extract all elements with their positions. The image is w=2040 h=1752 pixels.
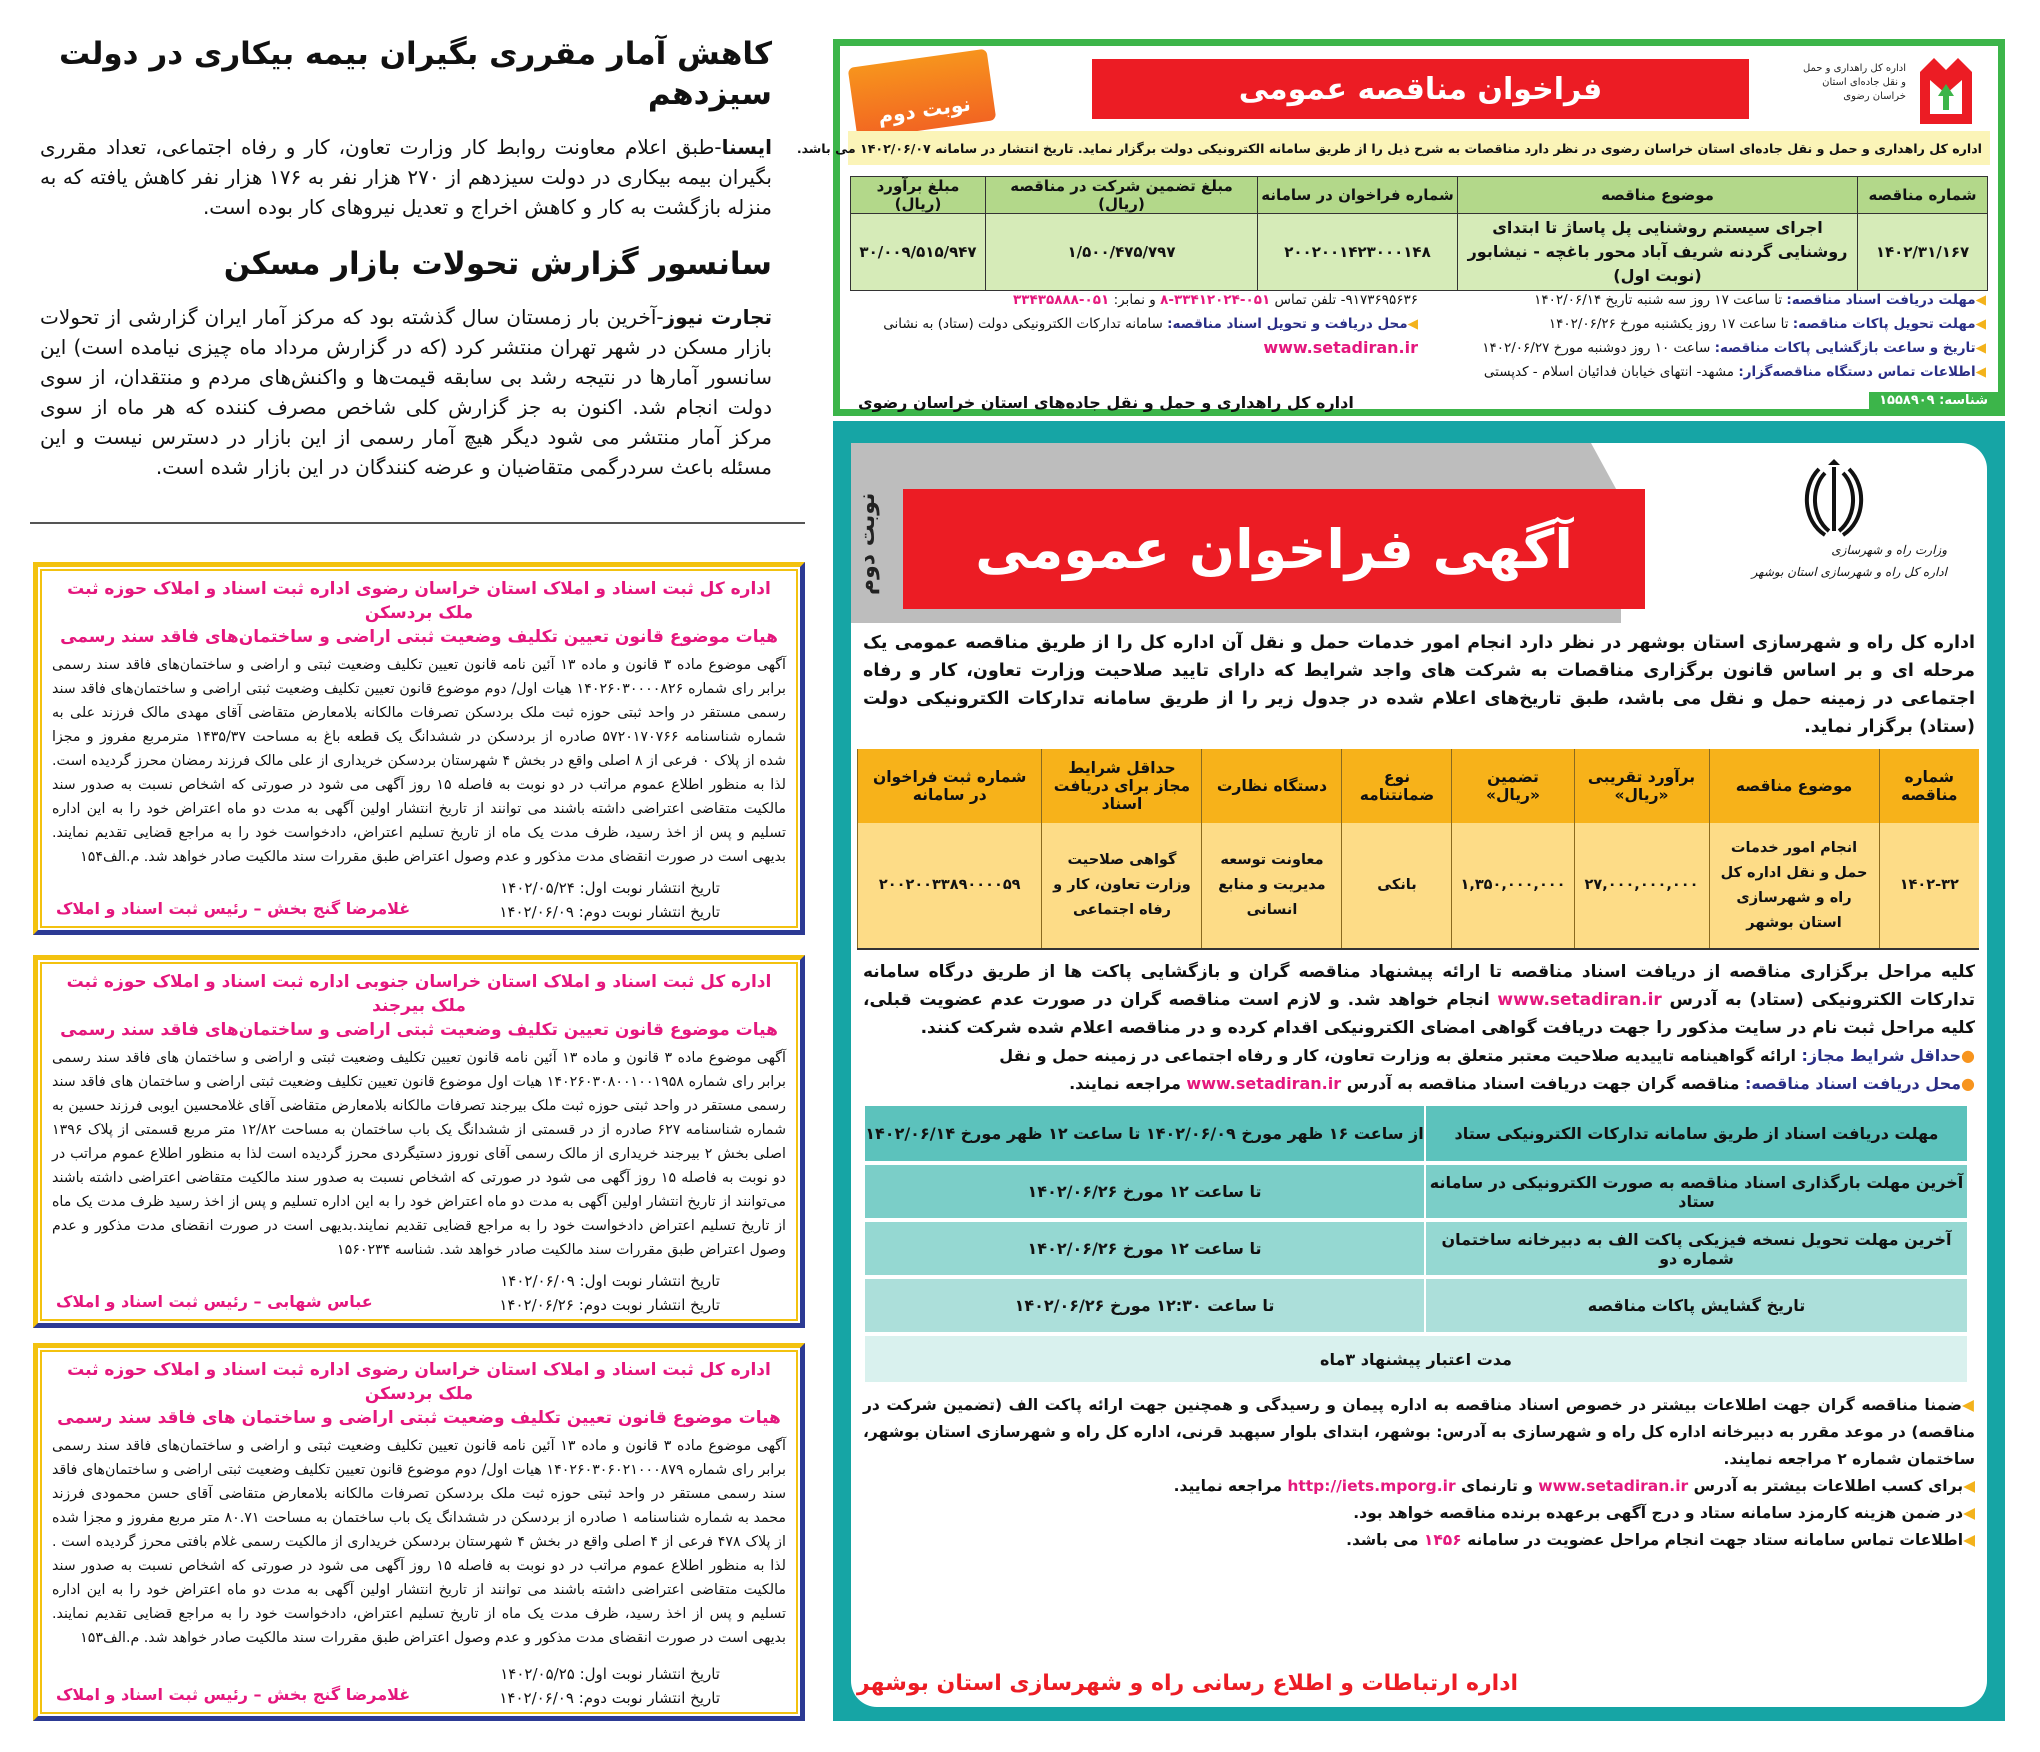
notice-footer [52, 1662, 786, 1710]
bushehr-tender-ad [833, 421, 2005, 1721]
validity-row [865, 1334, 1967, 1384]
article-1-text: -طبق اعلام معاونت روابط کار وزارت تعاون، کار و رفاه اجتماعی، تعداد مقرری بگیران بیمه بیکاری در دولت سیزدهم از ۲۷۰ هزار نفر به ۱۷۶ هزار نفر کاهش یافته که به منزله بازگشت به کار و کاهش اخراج و تعدیل نیروهای کار بوده است. [40, 135, 773, 219]
schedule-row [865, 1106, 1967, 1163]
notice-body: آگهی موضوع ماده ۳ قانون و ماده ۱۳ آئین نامه قانون تعیین تکلیف وضعیت ثبتی و اراضی و ساختمان‌های فاقد سند رسمی برابر رای شماره ۱۴۰۲۶۰۳۰۶۰۲۱۰۰۰۸۷۹ هیات اول/ دوم موضوع قانون تعیین تکلیف وضعیت ثبتی اراضی و ساختمان‌های فاقد سند رسمی مستقر در واحد ثبتی حوزه ثبت ملک بردسکن تصرفات مالکانه بلامعارض متقاضی آقای حسن محمودی فرزند محمد به شماره شناسنامه ۱ صادره از بردسکن در ششدانگ یک باب ساختمان به مساحت ۸۰.۷۱ متر مربع مفروز و مجزا شده از پلاک ۴۷۸ فرعی از ۴ اصلی واقع در بخش ۴ شهرستان بردسکن خریداری از مالکیت رسمی غلام بافتی محرز گردیده است . لذا به منظور اطلاع عموم مراتب در دو نوبت به فاصله ۱۵ روز آگهی می شود در صورتی که اشخاص نسبت به صدور سند مالکیت متقاضی اعتراضی داشته باشند می توانند از تاریخ انتشار اولین آگهی به مدت دو ماه اعتراض خود را به این اداره تسلیم و پس از اخذ رسید، ظرف مدت یک ماه از تاریخ تسلیم اعتراض، دادخواست خود را به مراجع قضایی تقدیم نمایند. بدیهی است در صورت انقضای مدت مذکور و عدم وصول اعتراض طبق مقررات سند مالکیت صادر خواهد شد. م.الف۱۵۳ [52, 1438, 786, 1646]
tender-number: ۱۴۰۲-۳۲ [1879, 823, 1979, 949]
setadiran-link[interactable]: www.setadiran.ir [1538, 1477, 1689, 1495]
estimated-amount: ۳۰/۰۰۹/۵۱۵/۹۴۷ [851, 214, 986, 291]
notice-body: آگهی موضوع ماده ۳ قانون و ماده ۱۳ آئین نامه قانون تعیین تکلیف وضعیت ثبتی و اراضی و ساختمان‌های فاقد سند رسمی برابر رای شماره ۱۴۰۲۶۰۳۰۰۰۰۸۲۶ هیات اول/ دوم موضوع قانون تعیین تکلیف وضعیت ثبتی اراضی و ساختمان‌های فاقد سند رسمی مستقر در واحد ثبتی حوزه ثبت ملک بردسکن تصرفات مالکانه بلامعارض متقاضی آقای مهدی مالک فرزند علی به شماره شناسنامه ۵۷۲۰۱۷۰۷۶۶ صادره از بردسکن در ششدانگ یک قطعه باغ به مساحت ۱۴۳۵/۳۷ مترمربع مفروز و مجزا شده از پلاک ۰ فرعی از ۸ اصلی واقع در بخش ۴ شهرستان بردسکن خریداری از علی مالک فرزند رمضان محرز گردیده است. لذا به منظور اطلاع عموم مراتب در دو نوبت به فاصله ۱۵ روز آگهی می شود در صورتی که اشخاص نسبت به صدور سند مالکیت متقاضی اعتراضی داشته باشند می توانند از تاریخ انتشار اولین آگهی به مدت دو ماه اعتراض خود را به این اداره تسلیم و پس از اخذ رسید، ظرف مدت یک ماه از تاریخ تسلیم اعتراض، دادخواست خود را به مراجع قضایی تقدیم نمایند. بدیهی است در صورت انقضای مدت مذکور و عدم وصول اعتراض طبق مقررات سند مالکیت صادر خواهد شد. م.الف۱۵۴ [52, 657, 786, 865]
column-header: برآورد تقریبی «ریال» [1574, 749, 1709, 823]
column-header: شماره مناقصه [1879, 749, 1979, 823]
info-label: مهلت دریافت اسناد مناقصه: [1786, 292, 1976, 308]
arrow-icon: ◀ [1407, 316, 1418, 332]
column-header: موضوع مناقصه [1709, 749, 1879, 823]
article-2-title: سانسور گزارش تحولات بازار مسکن [223, 246, 772, 282]
info-text: ضمنا مناقصه گران جهت اطلاعات بیشتر در خصوص اسناد مناقصه به اداره پیمان و رسیدگی و همچنین جهت ارائه پاکت الف (تضمین شرکت در مناقصه) در موعد مقرر به دبیرخانه اداره کل راه و شهرسازی به آدرس: بوشهر، ابتدای بلوار سپهبد قرنی، اداره کل راه و شهرسازی استان بوشهر، ساختمان شماره ۲ مراجعه نمایند. [863, 1396, 1975, 1468]
column-header: نوع ضمانتنامه [1342, 749, 1452, 823]
schedule-row [865, 1163, 1967, 1220]
info-line [1446, 360, 1986, 384]
guarantee-amount: ۱,۳۵۰,۰۰۰,۰۰۰ [1452, 823, 1574, 949]
docs-location-end: مراجعه نمایند. [1069, 1074, 1181, 1093]
notice-title: اداره کل ثبت اسناد و املاک استان خراسان رضوی اداره ثبت اسناد و املاک حوزه ثبت ملک بردسکن [67, 579, 771, 623]
arrow-icon: ◀ [1975, 340, 1986, 356]
arrow-icon: ◀ [1963, 1531, 1975, 1549]
registration-number: ۲۰۰۲۰۰۳۳۸۹۰۰۰۰۵۹ [858, 823, 1042, 949]
column-header: دستگاه نظارت [1202, 749, 1342, 823]
second-publish-date: تاریخ انتشار نوبت دوم: ۱۴۰۲/۰۶/۰۹ [499, 903, 720, 921]
info-value: تا ساعت ۱۷ روز سه شنبه تاریخ ۱۴۰۲/۰۶/۱۴ [1534, 292, 1783, 308]
road-admin-logo-icon [1914, 54, 1978, 126]
schedule-row [865, 1277, 1967, 1334]
min-requirements-label: حداقل شرایط مجاز: [1801, 1046, 1962, 1065]
ministry-name: وزارت راه و شهرسازی [1831, 543, 1947, 557]
procedure-text [857, 958, 1979, 1098]
legal-notice-2 [33, 955, 805, 1328]
first-publish-date: تاریخ انتشار نوبت اول: ۱۴۰۲/۰۵/۲۵ [500, 1665, 720, 1683]
call-number: ۲۰۰۲۰۰۱۴۲۳۰۰۰۱۴۸ [1258, 214, 1458, 291]
article-1-title: کاهش آمار مقرری بگیران بیمه بیکاری در دولت سیزدهم [58, 36, 772, 112]
supervising-body: معاونت توسعه مدیریت و منابع انسانی [1202, 823, 1342, 949]
tender-title: فراخوان مناقصه عمومی [1092, 59, 1749, 119]
arrow-icon: ◀ [1963, 1504, 1975, 1522]
logo-org-text: اداره کل راهداری و حمل و نقل جاده‌ای استان خراسان رضوی [1802, 63, 1906, 102]
info-bullet [863, 1500, 1975, 1527]
info-text: در ضمن هزینه کارمزد سامانه ستاد و درج آگهی برعهده برنده مناقصه خواهد بود. [1353, 1504, 1964, 1522]
schedule-value: از ساعت ۱۶ ظهر مورخ ۱۴۰۲/۰۶/۰۹ تا ساعت ۱۲ ظهر مورخ ۱۴۰۲/۰۶/۱۴ [865, 1106, 1425, 1163]
khorasan-tender-ad [796, 39, 2005, 416]
article-2-text: -آخرین بار زمستان سال گذشته بود که مرکز آمار ایران گزارشی از تحولات بازار مسکن در شهر تهران منتشر کرد (که در گزارش مرداد ماه چیزی نیامده است) این سانسور آمارها در نتیجه رشد بی سابقه قیمت‌ها و واکنش‌های مردم و منتقدان، از سوی دولت انجام شد. اکنون به جز گزارش کلی شاخص مصرف کننده که هر ماه از سوی مرکز آمار منتشر می شود دیگر هیچ آمار رسمی از این بازار در دسترس نیست و این مسئله باعث سردرگمی متقاضیان و عرضه کنندگان در این بازار شده است. [40, 305, 772, 479]
additional-info [857, 1392, 1979, 1554]
column-header: تضمین «ریال» [1452, 749, 1574, 823]
tender-intro: اداره کل راهداری و حمل و نقل جاده‌ای استان خراسان رضوی در نظر دارد مناقصات به شرح ذیل را از طریق سامانه الکترونیکی دولت برگزار نماید. تاریخ انتشار در سامانه ۱۴۰۲/۰۶/۰۷ می باشد. [848, 131, 1990, 165]
notice-dates [499, 1269, 720, 1317]
column-header: حداقل شرایط مجاز برای دریافت اسناد [1042, 749, 1202, 823]
info-label: مهلت تحویل پاکات مناقصه: [1792, 316, 1976, 332]
column-header: شماره مناقصه [1858, 177, 1988, 214]
info-line [1446, 288, 1986, 312]
second-publish-date: تاریخ انتشار نوبت دوم: ۱۴۰۲/۰۶/۲۶ [499, 1296, 720, 1314]
mobile-number: ۹۱۷۳۶۹۵۶۳۶- تلفن تماس [1274, 292, 1418, 308]
info-label: تاریخ و ساعت بازگشایی پاکات مناقصه: [1714, 340, 1976, 356]
support-number: ۱۴۵۶ [1423, 1531, 1462, 1549]
notice-footer [52, 876, 786, 924]
schedule-value: تا ساعت ۱۲:۳۰ مورخ ۱۴۰۲/۰۶/۲۶ [865, 1277, 1425, 1334]
notice-title: اداره کل ثبت اسناد و املاک استان خراسان رضوی اداره ثبت اسناد و املاک حوزه ثبت ملک بردسکن [67, 1360, 771, 1404]
bullet-dot-icon: ● [1961, 1046, 1975, 1065]
setadiran-link[interactable]: www.setadiran.ir [1186, 1074, 1342, 1093]
fax-number: ۰۵۱-۳۳۴۳۵۸۸۸ [1013, 292, 1110, 308]
schedule-label: تاریخ گشایش پاکات مناقصه [1425, 1277, 1967, 1334]
news-column [40, 34, 772, 482]
table-header-row [851, 177, 1988, 214]
column-header: مبلغ تضمین شرکت در مناقصه (ریال) [986, 177, 1258, 214]
notice-subtitle: هیات موضوع قانون تعیین تکلیف وضعیت ثبتی اراضی و ساختمان‌های فاقد سند رسمی [60, 1020, 778, 1040]
article-2-source: تجارت نیوز [663, 305, 772, 329]
arrow-icon: ◀ [1963, 1477, 1975, 1495]
arrow-icon: ◀ [1975, 364, 1986, 380]
procedure-text-start: کلیه مراحل برگزاری مناقصه از دریافت اسناد مناقصه تا ارائه پیشنهاد مناقصه گران و بازگشایی پاکت ها از طریق درگاه سامانه تدارکات الکترونیکی (ستاد) به آدرس [863, 962, 1975, 1010]
contact-line [858, 288, 1418, 312]
info-bullet [863, 1392, 1975, 1473]
second-round-badge: نوبت دوم [848, 49, 997, 140]
info-value: تا ساعت ۱۷ روز یکشنبه مورخ ۱۴۰۲/۰۶/۲۶ [1548, 316, 1789, 332]
guarantee-amount: ۱/۵۰۰/۴۷۵/۷۹۷ [986, 214, 1258, 291]
tender-subject: انجام امور خدمات حمل و نقل اداره کل راه و شهرسازی استان بوشهر [1709, 823, 1879, 949]
notice-dates [499, 1662, 720, 1710]
docs-location-line [863, 1070, 1975, 1098]
setadiran-link[interactable]: www.setadiran.ir [1497, 990, 1662, 1010]
article-1-body [40, 132, 772, 222]
info-label: اطلاعات تماس دستگاه مناقصه‌گزار: [1738, 364, 1976, 380]
fax-label: و نمابر: [1113, 292, 1156, 308]
estimated-amount: ۲۷,۰۰۰,۰۰۰,۰۰۰ [1574, 823, 1709, 949]
legal-notice-3 [33, 1343, 805, 1721]
column-header: موضوع مناقصه [1458, 177, 1858, 214]
notice-signature: عباس شهابی – رئیس ثبت اسناد و املاک [56, 1292, 373, 1311]
first-publish-date: تاریخ انتشار نوبت اول: ۱۴۰۲/۰۶/۰۹ [500, 1272, 720, 1290]
arrow-icon: ◀ [1975, 292, 1986, 308]
schedule-label: آخرین مهلت بارگذاری اسناد مناقصه به صورت الکترونیکی در سامانه ستاد [1425, 1163, 1967, 1220]
iets-link[interactable]: http://iets.mporg.ir [1287, 1477, 1456, 1495]
bullet-dot-icon: ● [1961, 1074, 1975, 1093]
minimum-requirements: گواهی صلاحیت وزارت تعاون، کار و رفاه اجتماعی [1042, 823, 1202, 949]
notice-footer [52, 1269, 786, 1317]
delivery-line [858, 312, 1418, 361]
schedule-value: تا ساعت ۱۲ مورخ ۱۴۰۲/۰۶/۲۶ [865, 1163, 1425, 1220]
info-text: می باشد. [1346, 1531, 1419, 1549]
legal-notice-1 [33, 562, 805, 935]
notice-dates [499, 876, 720, 924]
tender-intro: اداره کل راه و شهرسازی استان بوشهر در نظر دارد انجام امور خدمات حمل و نقل آن اداره کل را از طریق مناقصه عمومی یک مرحله ای و بر اساس قانون برگزاری مناقصات به شرکت های واجد شرایط که دارای تایید صلاحیت وزارت تعاون، کار و رفاه اجتماعی در زمینه حمل و نقل می باشد، طبق تاریخ‌های اعلام شده در جدول زیر را از طریق سامانه تدارکات الکترونیکی دولت (ستاد) برگزار نماید. [863, 633, 1975, 737]
schedule-row [865, 1220, 1967, 1277]
docs-location-label: محل دریافت اسناد مناقصه: [1744, 1074, 1962, 1093]
ad-id: شناسه: ۱۵۵۸۹۰۹ [1869, 392, 1998, 409]
second-publish-date: تاریخ انتشار نوبت دوم: ۱۴۰۲/۰۶/۰۹ [499, 1689, 720, 1707]
office-name: اداره کل راه و شهرسازی استان بوشهر [1751, 565, 1947, 579]
guarantee-type: بانکی [1342, 823, 1452, 949]
setadiran-link[interactable]: www.setadiran.ir [1263, 338, 1418, 357]
iran-emblem-icon [1799, 459, 1869, 539]
tender-title: آگهی فراخوان عمومی [903, 489, 1645, 609]
notice-signature: غلامرضا گنج بخش – رئیس ثبت اسناد و املاک [56, 899, 411, 918]
docs-location-text: مناقصه گران جهت دریافت اسناد مناقصه به آدرس [1346, 1074, 1740, 1093]
notice-body: آگهی موضوع ماده ۳ قانون و ماده ۱۳ آئین نامه قانون تعیین تکلیف وضعیت ثبتی و اراضی و ساختمان های فاقد سند رسمی برابر رای شماره ۱۴۰۲۶۰۳۰۸۰۰۱۰۰۱۹۵۸ هیات اول موضوع قانون تعیین تکلیف وضعیت ثبتی اراضی و ساختمان های فاقد سند رسمی مستقر در واحد ثبتی حوزه ثبت ملک بیرجند تصرفات مالکانه بلامعارض متقاضی آقای غلامحسین ایوبی فرزند حسین به شماره شناسنامه ۶۲۷ صادره از در قسمتی از ششدانگ یک باب ساختمان به مساحت ۱۲/۸۲ متر مربع قسمتی از پلاک ۱۳۹۶ اصلی بخش ۲ بیرجند خریداری از مالک رسمی آقای نوروز دستیگردی محرز گردیده است لذا به منظور اطلاع عموم مراتب در دو نوبت به فاصله ۱۵ روز آگهی می شود در صورتی که اشخاص نسبت به صدور سند مالکیت متقاضی اعتراضی داشته باشند می‌توانند از تاریخ انتشار اولین آگهی به مدت دو ماه اعتراض خود را به این اداره تسلیم و پس از اخذ رسید ظرف مدت یک ماه از تاریخ تسلیم اعتراض دادخواست خود را به مراجع قضایی تقدیم نمایند.بدیهی است در صورت انقضای مدت مذکور و عدم وصول اعتراض طبق مقررات سند مالکیت صادر خواهد شد. شناسه ۱۵۶۰۲۳۴ [52, 1050, 787, 1258]
info-value: مشهد- انتهای خیابان فدائیان اسلام - کدپستی [1483, 364, 1735, 380]
info-line [1446, 336, 1986, 360]
tender-contact [858, 288, 1418, 361]
min-requirements-text: ارائه گواهینامه تاییدیه صلاحیت معتبر متعلق به وزارت تعاون، کار و رفاه اجتماعی در زمینه حمل و نقل [999, 1046, 1796, 1065]
arrow-icon: ◀ [1975, 316, 1986, 332]
info-text: برای کسب اطلاعات بیشتر به آدرس [1693, 1477, 1964, 1495]
offer-validity: مدت اعتبار پیشنهاد ۳ماه [865, 1334, 1967, 1384]
first-publish-date: تاریخ انتشار نوبت اول: ۱۴۰۲/۰۵/۲۴ [500, 879, 720, 897]
min-requirements-line [863, 1042, 1975, 1070]
article-1-source: ایسنا [721, 135, 772, 159]
article-2-body [40, 302, 772, 482]
tender-table [850, 176, 1988, 291]
column-header: شماره فراخوان در سامانه [1258, 177, 1458, 214]
tender-contact-block [858, 288, 1418, 412]
tender-subject: اجرای سیستم روشنایی پل پاساژ تا ابتدای روشنایی گردنه شریف آباد محور باغچه - نیشابور (نوبت اول) [1458, 214, 1858, 291]
tender-deadlines [1446, 288, 1986, 384]
tender-content [857, 629, 1979, 1699]
info-line [1446, 312, 1986, 336]
notice-subtitle: هیات موضوع قانون تعیین تکلیف وضعیت ثبتی اراضی و ساختمان های فاقد سند رسمی [57, 1408, 781, 1428]
column-header: شماره ثبت فراخوان در سامانه [858, 749, 1042, 823]
schedule-label: مهلت دریافت اسناد از طریق سامانه تدارکات الکترونیکی ستاد [1425, 1106, 1967, 1163]
table-row [851, 214, 1988, 291]
info-bullet [863, 1473, 1975, 1500]
schedule-label: آخرین مهلت تحویل نسخه فیزیکی پاکت الف به دبیرخانه ساختمان شماره دو [1425, 1220, 1967, 1277]
info-text: مراجعه نمایید. [1173, 1477, 1282, 1495]
procedure-text-end: انجام خواهد شد. و لازم است مناقصه گران در صورت عدم عضویت قبلی، کلیه مراحل ثبت نام در سایت مذکور را جهت دریافت گواهی امضای الکترونیکی اقدام کرده و در مناقصه اعلام شده شرکت کنند. [863, 990, 1975, 1038]
column-header: مبلغ برآورد (ریال) [851, 177, 986, 214]
delivery-text: سامانه تدارکات الکترونیکی دولت (ستاد) به نشانی [883, 316, 1163, 332]
notice-subtitle: هیات موضوع قانون تعیین تکلیف وضعیت ثبتی اراضی و ساختمان‌های فاقد سند رسمی [60, 627, 778, 647]
delivery-label: محل دریافت و تحویل اسناد مناقصه: [1167, 316, 1408, 332]
second-round-badge: نوبت دوم [855, 492, 880, 596]
notice-signature: غلامرضا گنج بخش – رئیس ثبت اسناد و املاک [56, 1685, 411, 1704]
table-row [858, 823, 1980, 949]
info-text: اطلاعات تماس سامانه ستاد جهت انجام مراحل عضویت در سامانه [1467, 1531, 1964, 1549]
tender-number: ۱۴۰۲/۳۱/۱۶۷ [1858, 214, 1988, 291]
phone-number: ۰۵۱-۳۳۴۱۲۰۲۴-۸ [1160, 292, 1271, 308]
ministry-text [1747, 539, 1947, 583]
info-bullet [863, 1527, 1975, 1554]
issuing-org: اداره کل راهداری و حمل و نقل جاده‌های استان خراسان رضوی [858, 393, 1354, 412]
table-header-row [858, 749, 1980, 823]
issuing-org: اداره ارتباطات و اطلاع رسانی راه و شهرسازی استان بوشهر [857, 1671, 1519, 1696]
arrow-icon: ◀ [1961, 1396, 1976, 1414]
info-text: و تارنمای [1461, 1477, 1533, 1495]
notice-title: اداره کل ثبت اسناد و املاک استان خراسان جنوبی اداره ثبت اسناد و املاک حوزه ثبت ملک بیرجند [66, 972, 772, 1016]
column-divider [30, 522, 805, 524]
schedule-value: تا ساعت ۱۲ مورخ ۱۴۰۲/۰۶/۲۶ [865, 1220, 1425, 1277]
info-value: ساعت ۱۰ روز دوشنبه مورخ ۱۴۰۲/۰۶/۲۷ [1482, 340, 1711, 356]
schedule-table [865, 1106, 1967, 1386]
tender-table [857, 749, 1979, 950]
